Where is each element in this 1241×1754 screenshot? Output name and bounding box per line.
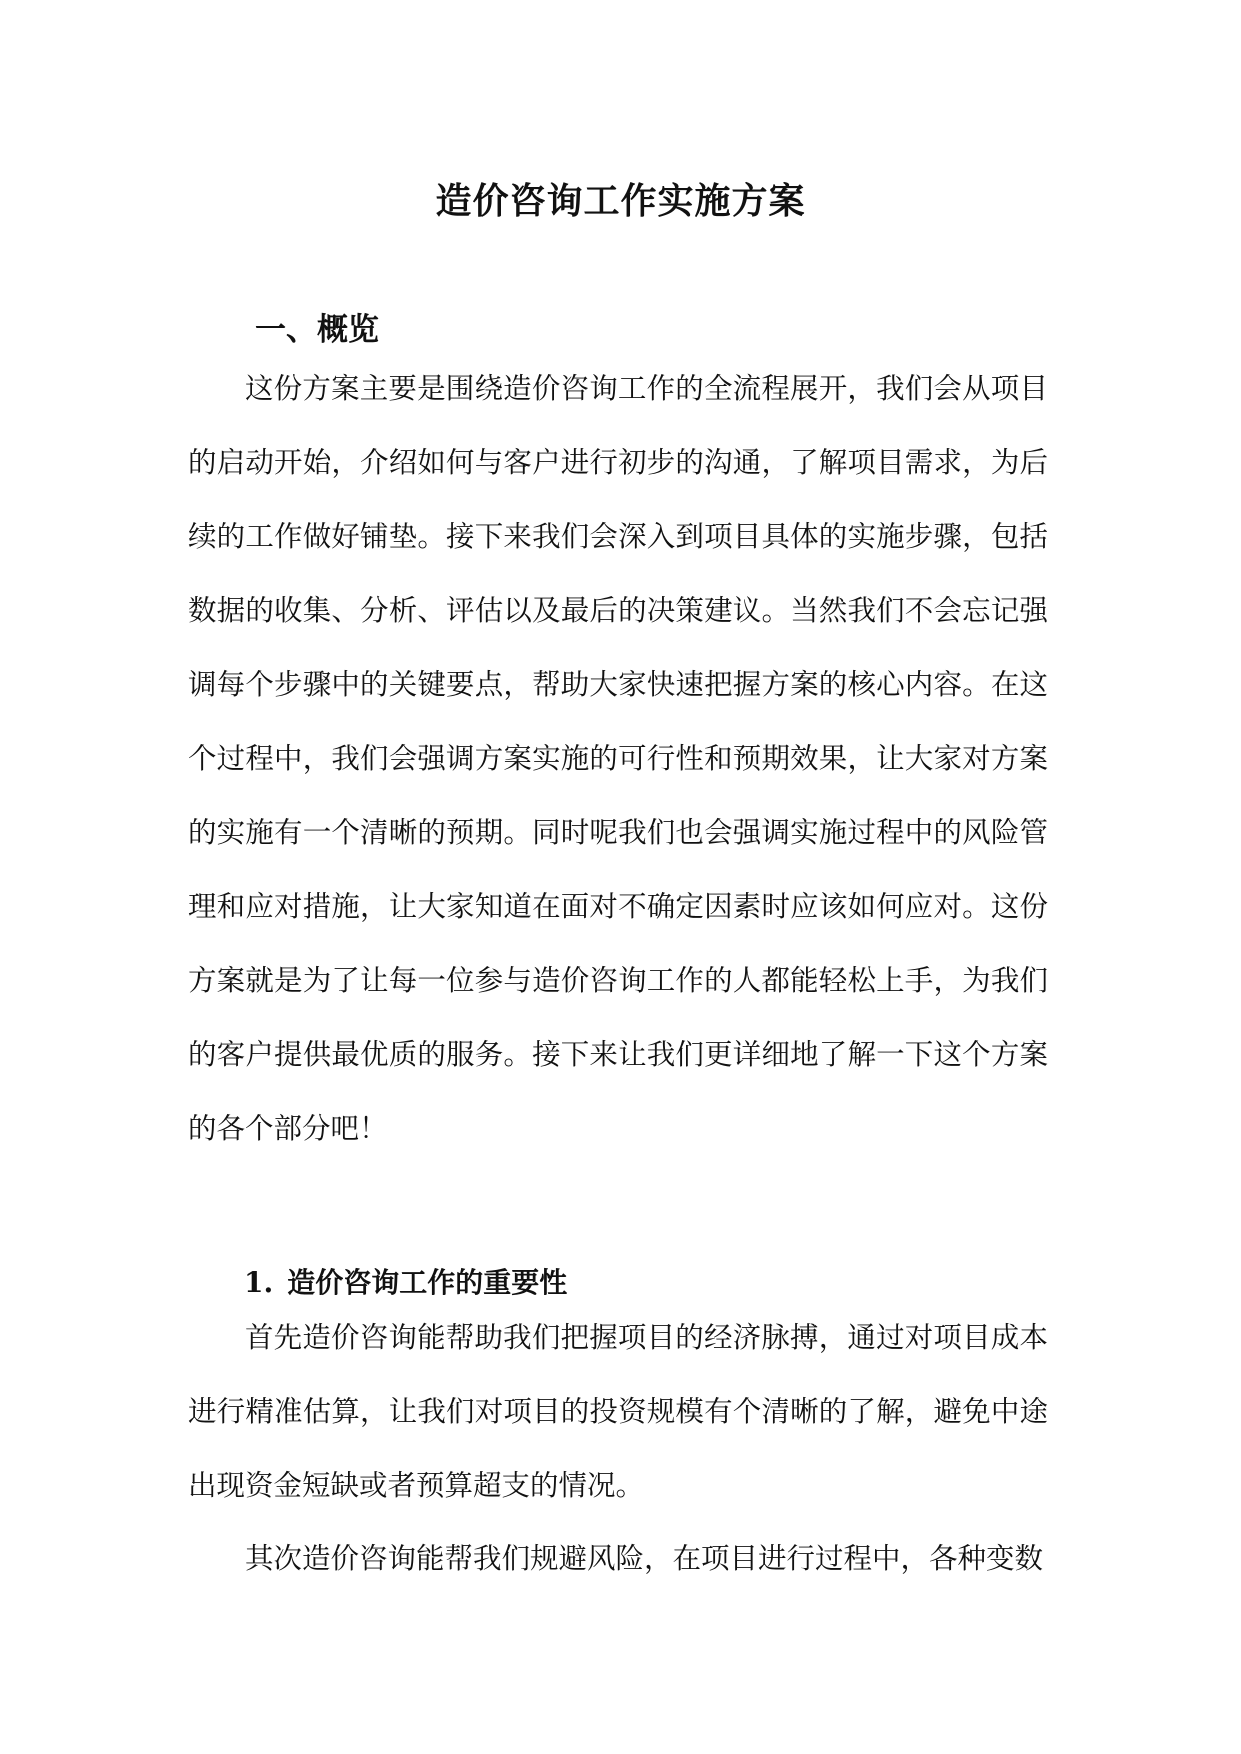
subsection-number: 1. <box>244 1266 274 1299</box>
overview-paragraph: 这份方案主要是围绕造价咨询工作的全流程展开，我们会从项目的启动开始，介绍如何与客户进行初步的沟通，了解项目需求，为后续的工作做好铺垫。接下来我们会深入到项目具体的实施步骤，包括数据的收集、分析、评估以及最后的决策建议。当然我们不会忘记强调每个步骤中的关键要点，帮助大家快速把握方案的核心内容。在这个过程中，我们会强调方案实施的可行性和预期效果，让大家对方案的实施有一个清晰的预期。同时呢我们也会强调实施过程中的风险管理和应对措施，让大家知道在面对不确定因素时应该如何应对。这份方案就是为了让每一位参与造价咨询工作的人都能轻松上手，为我们的客户提供最优质的服务。接下来让我们更详细地了解一下这个方案的各个部分吧！ <box>188 372 1048 1145</box>
section-heading-overview: 一、概览 <box>255 311 379 348</box>
subsection-title: 造价咨询工作的重要性 <box>287 1266 568 1299</box>
importance-paragraph-2: 其次造价咨询能帮我们规避风险，在项目进行过程中，各种变数 <box>245 1542 1044 1575</box>
importance-paragraph-1: 首先造价咨询能帮助我们把握项目的经济脉搏，通过对项目成本进行精准估算，让我们对项目的投资规模有个清晰的了解，避免中途出现资金短缺或者预算超支的情况。 <box>188 1321 1048 1502</box>
subsection-heading-importance <box>244 1263 567 1303</box>
document-title: 造价咨询工作实施方案 <box>435 180 806 223</box>
